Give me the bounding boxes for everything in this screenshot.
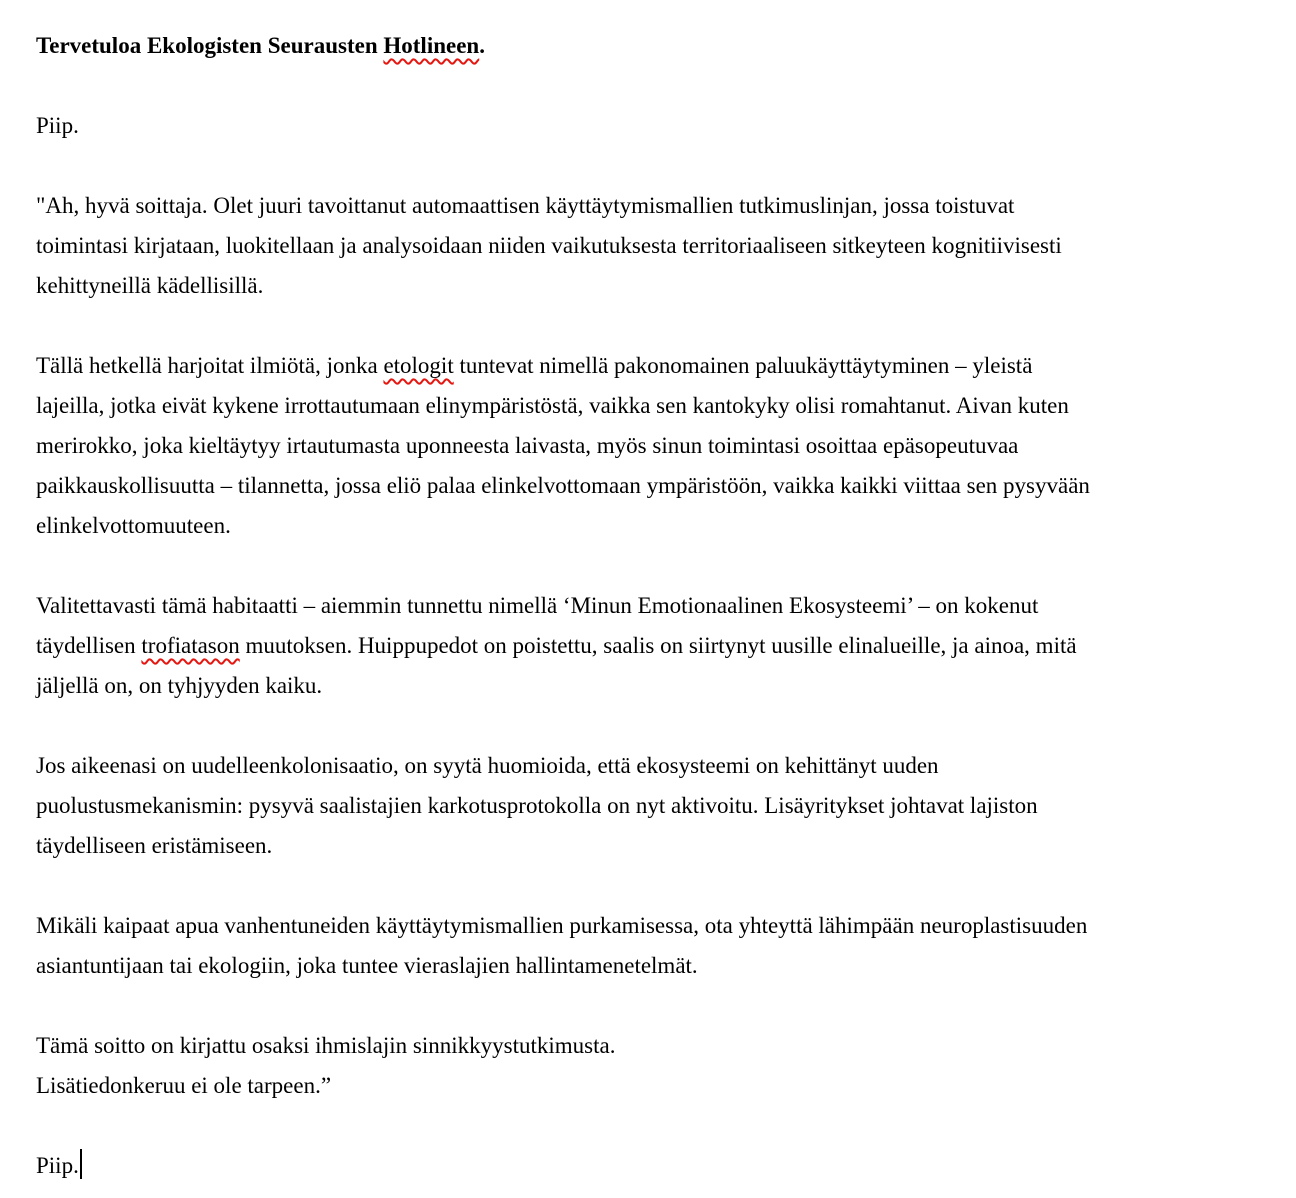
blank-line	[36, 66, 1260, 106]
blank-line	[36, 546, 1260, 586]
text-segment: Tervetuloa Ekologisten Seurausten	[36, 33, 384, 58]
text-line	[36, 186, 1260, 226]
text-line	[36, 746, 1260, 786]
text-segment: paikkauskollisuutta – tilannetta, jossa eliö palaa elinkelvottomaan ympäristöön, vaikka kaikki viittaa sen pysyvään	[36, 473, 1090, 498]
blank-line	[36, 986, 1260, 1026]
text-segment: Piip.	[36, 113, 79, 138]
text-segment: asiantuntijaan tai ekologiin, joka tuntee vieraslajien hallintamenetelmät.	[36, 953, 698, 978]
text-segment: Tämä soitto on kirjattu osaksi ihmislajin sinnikkyystutkimusta.	[36, 1033, 616, 1058]
blank-line	[36, 1106, 1260, 1146]
misspelled-word: Hotlineen	[383, 33, 480, 58]
text-segment: kehittyneillä kädellisillä.	[36, 273, 264, 298]
document-title	[36, 26, 1260, 66]
text-line	[36, 226, 1260, 266]
text-segment: Piip.	[36, 1153, 79, 1178]
blank-line	[36, 146, 1260, 186]
text-line	[36, 346, 1260, 386]
text-segment: tuntevat nimellä pakonomainen paluukäyttäytyminen – yleistä	[453, 353, 1033, 378]
text-line	[36, 666, 1260, 706]
text-segment: muutoksen. Huippupedot on poistettu, saalis on siirtynyt uusille elinalueille, ja ainoa, mitä	[239, 633, 1077, 658]
text-segment: "Ah, hyvä soittaja. Olet juuri tavoittanut automaattisen käyttäytymismallien tutkimuslinjan, jossa toistuvat	[36, 193, 1015, 218]
text-line	[36, 906, 1260, 946]
text-segment: täydellisen	[36, 633, 142, 658]
blank-line	[36, 706, 1260, 746]
document-body	[36, 26, 1260, 1186]
text-segment: Lisätiedonkeruu ei ole tarpeen.”	[36, 1073, 332, 1098]
text-segment: täydelliseen eristämiseen.	[36, 833, 273, 858]
text-line	[36, 946, 1260, 986]
misspelled-word: etologit	[383, 353, 454, 378]
text-line	[36, 466, 1260, 506]
text-line	[36, 426, 1260, 466]
text-segment: .	[479, 33, 485, 58]
text-line	[36, 506, 1260, 546]
text-line	[36, 626, 1260, 666]
text-segment: merirokko, joka kieltäytyy irtautumasta uponneesta laivasta, myös sinun toimintasi osoittaa epäsopeutuvaa	[36, 433, 1019, 458]
text-line	[36, 1026, 1260, 1066]
text-cursor	[80, 1149, 82, 1179]
text-segment: puolustusmekanismin: pysyvä saalistajien karkotusprotokolla on nyt aktivoitu. Lisäyritykset johtavat lajiston	[36, 793, 1038, 818]
text-segment: Valitettavasti tämä habitaatti – aiemmin tunnettu nimellä ‘Minun Emotionaalinen Ekosysteemi’ – on kokenut	[36, 593, 1039, 618]
text-line	[36, 786, 1260, 826]
blank-line	[36, 866, 1260, 906]
text-line	[36, 266, 1260, 306]
text-segment: Mikäli kaipaat apua vanhentuneiden käyttäytymismallien purkamisessa, ota yhteyttä lähimpään neuroplastisuuden	[36, 913, 1088, 938]
text-segment: Tällä hetkellä harjoitat ilmiötä, jonka	[36, 353, 384, 378]
text-segment: jäljellä on, on tyhjyyden kaiku.	[36, 673, 323, 698]
text-segment: Jos aikeenasi on uudelleenkolonisaatio, on syytä huomioida, että ekosysteemi on kehittänyt uuden	[36, 753, 939, 778]
text-line	[36, 386, 1260, 426]
misspelled-word: trofiatason	[141, 633, 240, 658]
text-line	[36, 826, 1260, 866]
text-segment: toimintasi kirjataan, luokitellaan ja analysoidaan niiden vaikutuksesta territoriaaliseen sitkeyteen kognitiivisesti	[36, 233, 1062, 258]
text-segment: elinkelvottomuuteen.	[36, 513, 231, 538]
text-line	[36, 586, 1260, 626]
text-line	[36, 1066, 1260, 1106]
blank-line	[36, 306, 1260, 346]
text-segment: lajeilla, jotka eivät kykene irrottautumaan elinympäristöstä, vaikka sen kantokyky olisi romahtanut. Aivan kuten	[36, 393, 1069, 418]
text-line	[36, 1146, 1260, 1186]
text-line	[36, 106, 1260, 146]
